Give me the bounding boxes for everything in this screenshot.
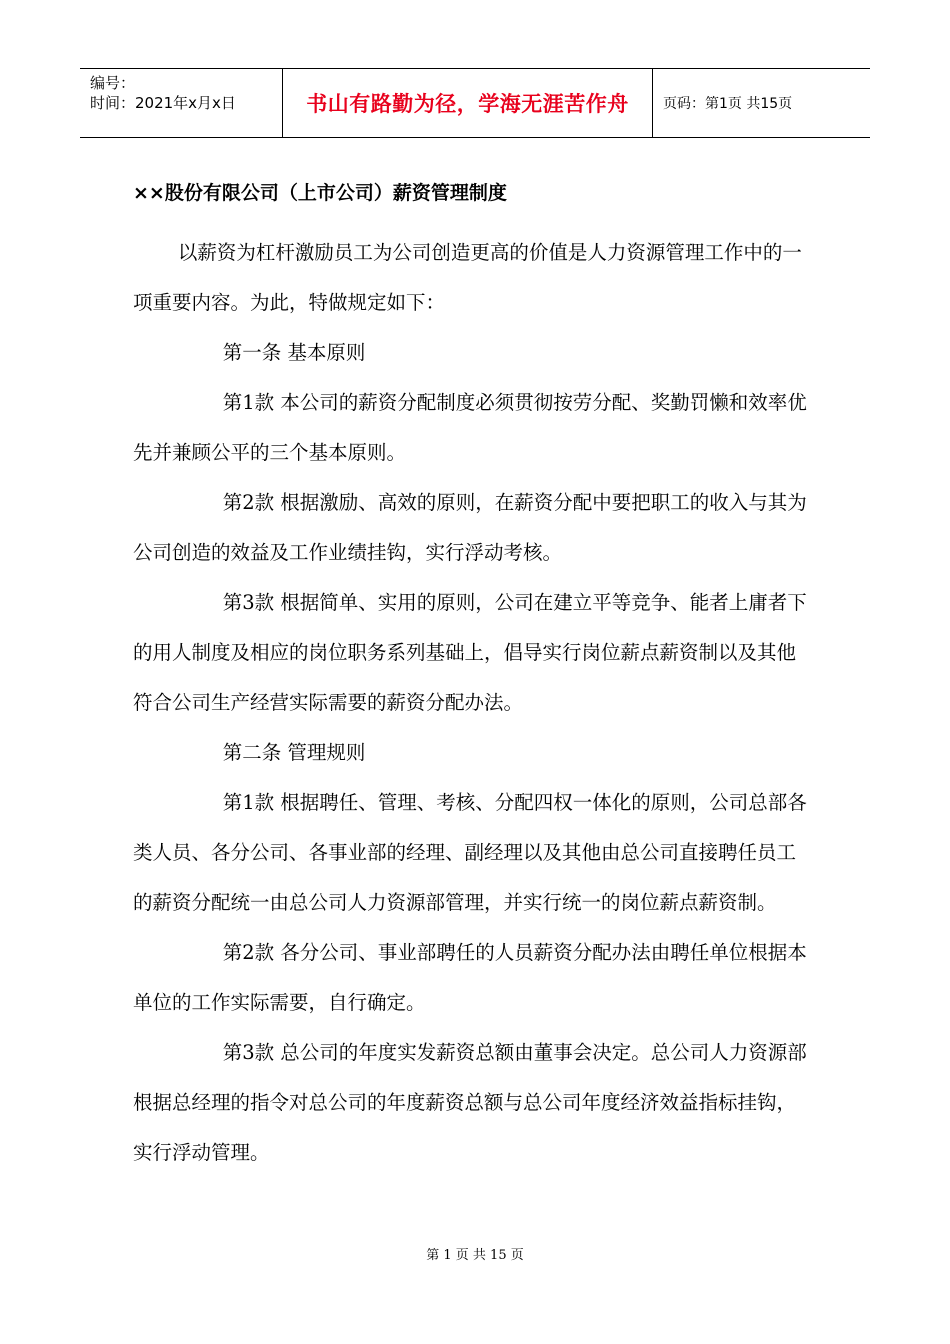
document-time-label: 时间：2021年x月x日 [90, 94, 236, 112]
page-footer: 第 1 页 共 15 页 [426, 1248, 524, 1263]
header-meta-cell [80, 69, 283, 137]
article-2-clause-3: 第3款 总公司的年度实发薪资总额由董事会决定。总公司人力资源部根据总经理的指令对总公司的年度薪资总额与总公司年度经济效益指标挂钩，实行浮动管理。 [133, 1041, 807, 1164]
document-number-label: 编号： [90, 74, 136, 92]
article-2-clause-2: 第2款 各分公司、事业部聘任的人员薪资分配办法由聘任单位根据本单位的工作实际需要，自行确定。 [133, 941, 807, 1014]
article-1-clause-3: 第3款 根据简单、实用的原则，公司在建立平等竞争、能者上庸者下的用人制度及相应的岗位职务系列基础上，倡导实行岗位薪点薪资制以及其他符合公司生产经营实际需要的薪资分配办法。 [133, 591, 807, 714]
header-page-info: 页码：第1页 共15页 [663, 96, 793, 112]
article-2-clause-1: 第1款 根据聘任、管理、考核、分配四权一体化的原则，公司总部各类人员、各分公司、各事业部的经理、副经理以及其他由总公司直接聘任员工的薪资分配统一由总公司人力资源部管理，并实行统一的岗位薪点薪资制。 [133, 791, 807, 914]
document-title: ××股份有限公司（上市公司）薪资管理制度 [133, 182, 507, 204]
article-1-clause-2: 第2款 根据激励、高效的原则，在薪资分配中要把职工的收入与其为公司创造的效益及工作业绩挂钩，实行浮动考核。 [133, 491, 807, 564]
article-1-heading: 第一条 基本原则 [222, 341, 366, 364]
article-1-clause-1: 第1款 本公司的薪资分配制度必须贯彻按劳分配、奖勤罚懒和效率优先并兼顾公平的三个基本原则。 [133, 391, 807, 464]
intro-paragraph: 以薪资为杠杆激励员工为公司创造更高的价值是人力资源管理工作中的一项重要内容。为此，特做规定如下： [133, 241, 802, 314]
document-body [133, 228, 813, 1178]
article-2-heading: 第二条 管理规则 [222, 741, 366, 764]
header-table [80, 68, 870, 138]
header-motto: 书山有路勤为径，学海无涯苦作舟 [283, 69, 653, 137]
